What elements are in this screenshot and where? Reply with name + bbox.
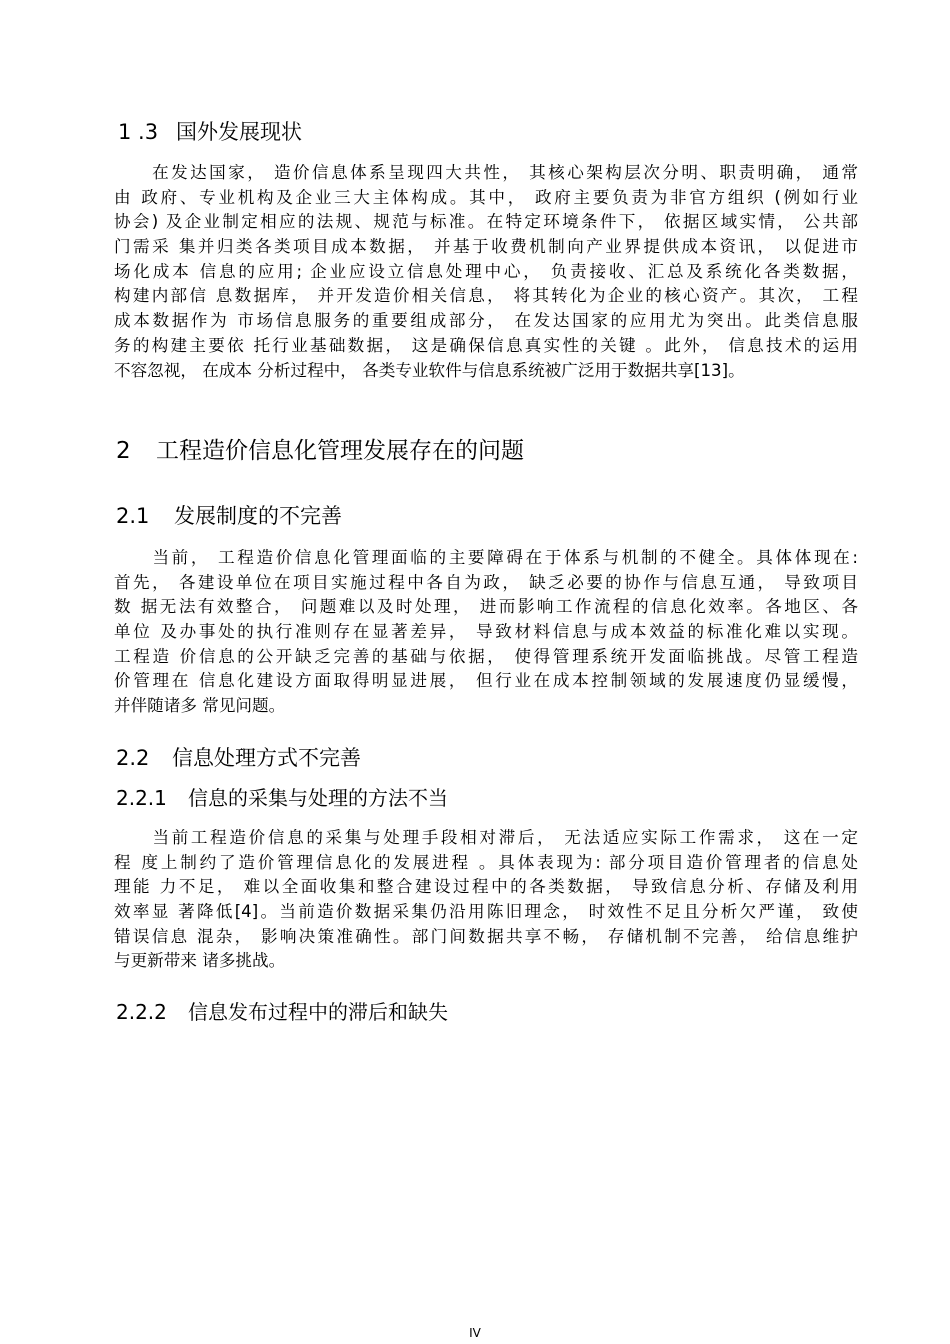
heading-title: 信息发布过程中的滞后和缺失 — [188, 1000, 448, 1024]
paragraph-line: 构建内部信 息数据库， 并开发造价相关信息， 将其转化为企业的核心资产。其次， 工程 — [114, 286, 858, 306]
page-number: IV — [469, 1326, 481, 1340]
heading-2-1 — [116, 500, 342, 530]
heading-title: 国外发展现状 — [176, 120, 302, 144]
paragraph-1-3 — [114, 161, 858, 383]
heading-2-2-2 — [116, 996, 448, 1025]
heading-title: 信息处理方式不完善 — [172, 746, 361, 770]
heading-number: 2.2.1 — [116, 786, 167, 810]
heading-title: 发展制度的不完善 — [174, 504, 342, 528]
heading-2-2-1 — [116, 782, 448, 811]
paragraph-line: 协会) 及企业制定相应的法规、规范与标准。在特定环境条件下， 依据区域实情， 公共部 — [114, 212, 858, 232]
paragraph-line: 价管理在 信息化建设方面取得明显进展， 但行业在成本控制领域的发展速度仍显缓慢， — [114, 671, 858, 691]
paragraph-line: 效率显 著降低[4]。当前造价数据采集仍沿用陈旧理念， 时效性不足且分析欠严谨， 致使 — [114, 902, 858, 922]
paragraph-line: 门需采 集并归类各类项目成本数据， 并基于收费机制向产业界提供成本资讯， 以促进市 — [114, 237, 858, 257]
paragraph-line: 与更新带来 诸多挑战。 — [114, 951, 286, 971]
paragraph-line: 在发达国家， 造价信息体系呈现四大共性， 其核心架构层次分明、职责明确， 通常 — [114, 163, 858, 182]
heading-number: 2.2.2 — [116, 1000, 167, 1024]
heading-1-3 — [118, 116, 302, 146]
paragraph-line: 当前， 工程造价信息化管理面临的主要障碍在于体系与机制的不健全。具体体现在: — [114, 548, 858, 567]
paragraph-line: 并伴随诸多 常见问题。 — [114, 696, 286, 716]
paragraph-line: 当前工程造价信息的采集与处理手段相对滞后， 无法适应实际工作需求， 这在一定 — [114, 828, 858, 847]
paragraph-line: 程 度上制约了造价管理信息化的发展进程 。具体表现为: 部分项目造价管理者的信息处 — [114, 852, 858, 872]
heading-2-2 — [116, 742, 361, 772]
paragraph-line: 单位 及办事处的执行准则存在显著差异， 导致材料信息与成本效益的标准化难以实现。 — [114, 622, 858, 642]
paragraph-line: 场化成本 信息的应用; 企业应设立信息处理中心， 负责接收、汇总及系统化各类数据， — [114, 261, 858, 281]
heading-number: 2 — [116, 438, 131, 464]
paragraph-line: 由 政府、专业机构及企业三大主体构成。其中， 政府主要负责为非官方组织 (例如行业 — [114, 187, 858, 207]
paragraph-line: 理能 力不足， 难以全面收集和整合建设过程中的各类数据， 导致信息分析、存储及利用 — [114, 877, 858, 897]
paragraph-line: 首先， 各建设单位在项目实施过程中各自为政， 缺乏必要的协作与信息互通， 导致项目 — [114, 572, 858, 592]
paragraph-line: 错误信息 混杂， 影响决策准确性。部门间数据共享不畅， 存储机制不完善， 给信息维护 — [114, 926, 858, 946]
paragraph-line: 工程造 价信息的公开缺乏完善的基础与依据， 使得管理系统开发面临挑战。尽管工程造 — [114, 646, 858, 666]
paragraph-line: 务的构建主要依 托行业基础数据， 这是确保信息真实性的关键 。此外， 信息技术的运用 — [114, 335, 858, 355]
heading-title: 信息的采集与处理的方法不当 — [188, 786, 448, 810]
paragraph-2-2-1 — [114, 826, 858, 974]
heading-number: 2.2 — [116, 746, 150, 770]
heading-number: 1 .3 — [118, 120, 159, 144]
heading-title: 工程造价信息化管理发展存在的问题 — [156, 438, 524, 464]
heading-2 — [116, 432, 524, 465]
paragraph-line: 数 据无法有效整合， 问题难以及时处理， 进而影响工作流程的信息化效率。各地区、各 — [114, 597, 858, 617]
paragraph-line: 成本数据作为 市场信息服务的重要组成部分， 在发达国家的应用尤为突出。此类信息服 — [114, 311, 858, 331]
heading-number: 2.1 — [116, 504, 150, 528]
paragraph-2-1 — [114, 546, 858, 719]
paragraph-line: 不容忽视， 在成本 分析过程中， 各类专业软件与信息系统被广泛用于数据共享[13]。 — [114, 360, 745, 380]
